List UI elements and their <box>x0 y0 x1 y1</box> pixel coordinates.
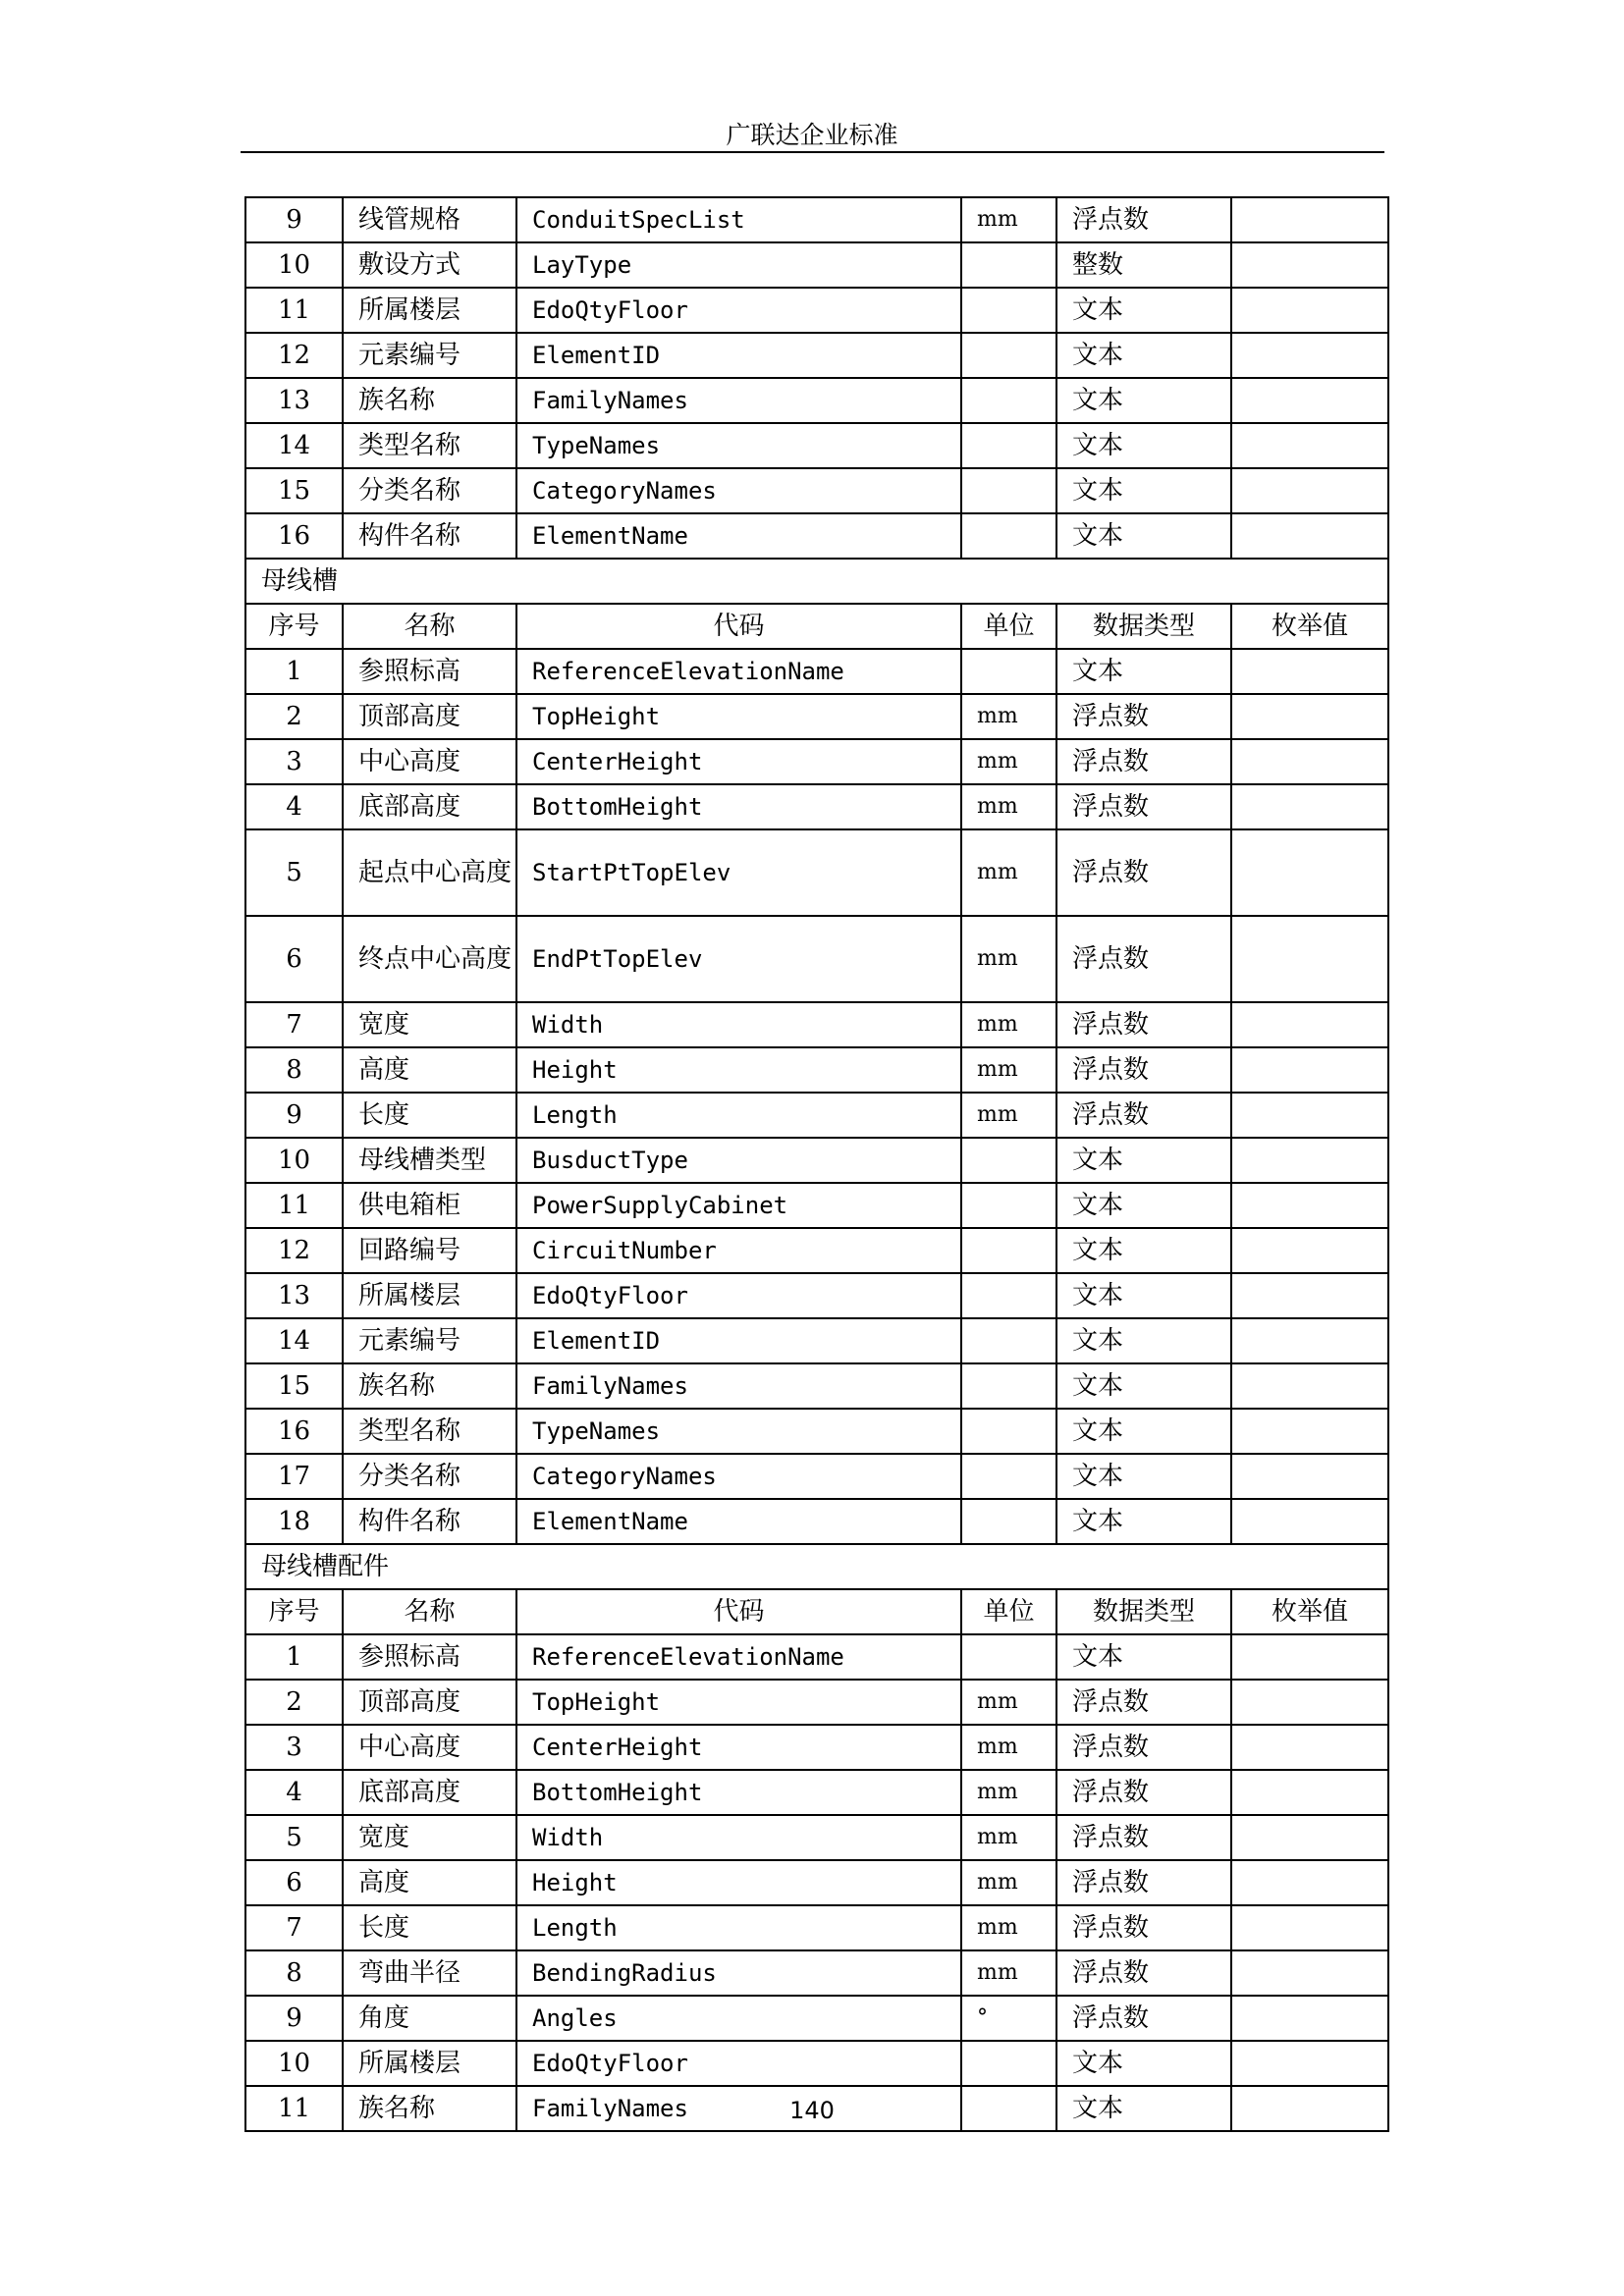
cell-name: 角度 <box>343 1996 516 2041</box>
cell-enum <box>1231 423 1388 468</box>
table-row <box>245 1318 1388 1363</box>
cell-code: FamilyNames <box>516 378 961 423</box>
table-row <box>245 1273 1388 1318</box>
cell-data-type: 文本 <box>1056 333 1231 378</box>
cell-data-type: 文本 <box>1056 1138 1231 1183</box>
cell-unit: mm <box>961 1725 1056 1770</box>
cell-data-type: 文本 <box>1056 2041 1231 2086</box>
cell-seq: 16 <box>245 513 343 559</box>
cell-name: 族名称 <box>343 2086 516 2131</box>
cell-name: 分类名称 <box>343 1454 516 1499</box>
cell-data-type: 文本 <box>1056 649 1231 694</box>
cell-code: FamilyNames <box>516 2086 961 2131</box>
cell-name: 终点中心高度 <box>343 916 516 1002</box>
cell-data-type: 浮点数 <box>1056 1815 1231 1860</box>
cell-enum <box>1231 1318 1388 1363</box>
column-header: 单位 <box>961 1589 1056 1634</box>
cell-code: TopHeight <box>516 694 961 739</box>
table-row <box>245 916 1388 1002</box>
cell-seq: 9 <box>245 1996 343 2041</box>
cell-enum <box>1231 513 1388 559</box>
cell-code: Length <box>516 1093 961 1138</box>
cell-data-type: 文本 <box>1056 288 1231 333</box>
cell-data-type: 浮点数 <box>1056 739 1231 784</box>
cell-name: 元素编号 <box>343 1318 516 1363</box>
cell-seq: 14 <box>245 1318 343 1363</box>
column-header: 代码 <box>516 604 961 649</box>
table-row <box>245 1093 1388 1138</box>
cell-seq: 1 <box>245 649 343 694</box>
column-header: 枚举值 <box>1231 1589 1388 1634</box>
table-row <box>245 1183 1388 1228</box>
cell-enum <box>1231 1363 1388 1409</box>
cell-seq: 12 <box>245 333 343 378</box>
table-row <box>245 784 1388 829</box>
cell-enum <box>1231 1228 1388 1273</box>
spec-table-body <box>245 197 1388 2131</box>
cell-seq: 9 <box>245 197 343 242</box>
cell-unit <box>961 1228 1056 1273</box>
cell-unit: mm <box>961 1680 1056 1725</box>
cell-unit: mm <box>961 1093 1056 1138</box>
cell-name: 构件名称 <box>343 513 516 559</box>
cell-unit <box>961 2041 1056 2086</box>
cell-unit: mm <box>961 1047 1056 1093</box>
cell-seq: 10 <box>245 1138 343 1183</box>
cell-seq: 4 <box>245 784 343 829</box>
spec-table <box>244 196 1389 2132</box>
cell-code: FamilyNames <box>516 1363 961 1409</box>
cell-code: CategoryNames <box>516 1454 961 1499</box>
cell-unit: mm <box>961 694 1056 739</box>
cell-enum <box>1231 1499 1388 1544</box>
cell-code: CategoryNames <box>516 468 961 513</box>
cell-data-type: 浮点数 <box>1056 1093 1231 1138</box>
cell-name: 线管规格 <box>343 197 516 242</box>
cell-data-type: 浮点数 <box>1056 1770 1231 1815</box>
cell-name: 长度 <box>343 1905 516 1950</box>
cell-code: EdoQtyFloor <box>516 288 961 333</box>
table-row <box>245 1454 1388 1499</box>
cell-name: 高度 <box>343 1047 516 1093</box>
cell-seq: 8 <box>245 1950 343 1996</box>
cell-enum <box>1231 1905 1388 1950</box>
cell-enum <box>1231 1770 1388 1815</box>
cell-code: TypeNames <box>516 423 961 468</box>
cell-unit <box>961 513 1056 559</box>
cell-code: BendingRadius <box>516 1950 961 1996</box>
header-rule <box>241 151 1384 153</box>
cell-name: 底部高度 <box>343 784 516 829</box>
cell-enum <box>1231 1815 1388 1860</box>
cell-seq: 12 <box>245 1228 343 1273</box>
table-row <box>245 468 1388 513</box>
cell-code: EdoQtyFloor <box>516 2041 961 2086</box>
section-title: 母线槽 <box>245 559 1388 604</box>
cell-seq: 3 <box>245 739 343 784</box>
cell-data-type: 浮点数 <box>1056 694 1231 739</box>
cell-name: 起点中心高度 <box>343 829 516 916</box>
cell-code: Height <box>516 1860 961 1905</box>
cell-code: Height <box>516 1047 961 1093</box>
cell-enum <box>1231 1860 1388 1905</box>
cell-seq: 15 <box>245 468 343 513</box>
cell-name: 顶部高度 <box>343 1680 516 1725</box>
cell-data-type: 文本 <box>1056 468 1231 513</box>
cell-code: ElementName <box>516 1499 961 1544</box>
cell-data-type: 文本 <box>1056 1454 1231 1499</box>
cell-unit: mm <box>961 829 1056 916</box>
cell-enum <box>1231 333 1388 378</box>
cell-name: 弯曲半径 <box>343 1950 516 1996</box>
cell-seq: 14 <box>245 423 343 468</box>
cell-name: 类型名称 <box>343 1409 516 1454</box>
cell-name: 底部高度 <box>343 1770 516 1815</box>
cell-enum <box>1231 1454 1388 1499</box>
table-row <box>245 513 1388 559</box>
cell-data-type: 浮点数 <box>1056 1950 1231 1996</box>
cell-data-type: 浮点数 <box>1056 197 1231 242</box>
cell-unit <box>961 1318 1056 1363</box>
cell-enum <box>1231 468 1388 513</box>
cell-enum <box>1231 1996 1388 2041</box>
column-header: 序号 <box>245 1589 343 1634</box>
cell-enum <box>1231 694 1388 739</box>
cell-code: Angles <box>516 1996 961 2041</box>
cell-enum <box>1231 1138 1388 1183</box>
cell-code: BottomHeight <box>516 1770 961 1815</box>
cell-data-type: 文本 <box>1056 423 1231 468</box>
column-header: 代码 <box>516 1589 961 1634</box>
table-row <box>245 423 1388 468</box>
column-header: 单位 <box>961 604 1056 649</box>
section-title: 母线槽配件 <box>245 1544 1388 1589</box>
cell-seq: 3 <box>245 1725 343 1770</box>
cell-unit: ° <box>961 1996 1056 2041</box>
cell-enum <box>1231 1002 1388 1047</box>
table-row <box>245 1815 1388 1860</box>
cell-enum <box>1231 288 1388 333</box>
cell-name: 族名称 <box>343 378 516 423</box>
page-number: 140 <box>789 2097 835 2124</box>
cell-unit: mm <box>961 1770 1056 1815</box>
column-header: 名称 <box>343 604 516 649</box>
cell-code: ConduitSpecList <box>516 197 961 242</box>
cell-code: LayType <box>516 242 961 288</box>
cell-code: ReferenceElevationName <box>516 649 961 694</box>
cell-code: BottomHeight <box>516 784 961 829</box>
cell-data-type: 文本 <box>1056 1273 1231 1318</box>
cell-enum <box>1231 916 1388 1002</box>
cell-seq: 13 <box>245 378 343 423</box>
cell-name: 宽度 <box>343 1002 516 1047</box>
cell-seq: 6 <box>245 1860 343 1905</box>
table-row <box>245 694 1388 739</box>
table-row <box>245 1228 1388 1273</box>
cell-name: 敷设方式 <box>343 242 516 288</box>
cell-seq: 1 <box>245 1634 343 1680</box>
cell-data-type: 文本 <box>1056 2086 1231 2131</box>
column-header-row <box>245 604 1388 649</box>
table-row <box>245 1138 1388 1183</box>
table-row <box>245 829 1388 916</box>
cell-name: 长度 <box>343 1093 516 1138</box>
cell-enum <box>1231 649 1388 694</box>
cell-enum <box>1231 1409 1388 1454</box>
cell-name: 母线槽类型 <box>343 1138 516 1183</box>
cell-data-type: 文本 <box>1056 1634 1231 1680</box>
cell-data-type: 文本 <box>1056 1318 1231 1363</box>
cell-seq: 11 <box>245 1183 343 1228</box>
cell-enum <box>1231 378 1388 423</box>
cell-enum <box>1231 2041 1388 2086</box>
cell-seq: 8 <box>245 1047 343 1093</box>
cell-seq: 5 <box>245 1815 343 1860</box>
cell-code: CenterHeight <box>516 1725 961 1770</box>
cell-name: 参照标高 <box>343 1634 516 1680</box>
cell-code: CenterHeight <box>516 739 961 784</box>
table-row <box>245 649 1388 694</box>
table-row <box>245 1680 1388 1725</box>
column-header: 数据类型 <box>1056 1589 1231 1634</box>
cell-name: 所属楼层 <box>343 1273 516 1318</box>
section-title-row <box>245 1544 1388 1589</box>
column-header: 序号 <box>245 604 343 649</box>
cell-seq: 13 <box>245 1273 343 1318</box>
cell-data-type: 浮点数 <box>1056 916 1231 1002</box>
cell-seq: 5 <box>245 829 343 916</box>
cell-data-type: 文本 <box>1056 1409 1231 1454</box>
column-header: 枚举值 <box>1231 604 1388 649</box>
cell-data-type: 文本 <box>1056 1183 1231 1228</box>
table-row <box>245 333 1388 378</box>
cell-code: ElementID <box>516 1318 961 1363</box>
cell-data-type: 浮点数 <box>1056 829 1231 916</box>
table-row <box>245 2041 1388 2086</box>
cell-seq: 18 <box>245 1499 343 1544</box>
cell-enum <box>1231 784 1388 829</box>
cell-data-type: 浮点数 <box>1056 1002 1231 1047</box>
cell-unit <box>961 1183 1056 1228</box>
cell-data-type: 文本 <box>1056 1228 1231 1273</box>
section-title-row <box>245 559 1388 604</box>
cell-name: 参照标高 <box>343 649 516 694</box>
cell-unit <box>961 242 1056 288</box>
cell-code: StartPtTopElev <box>516 829 961 916</box>
cell-data-type: 浮点数 <box>1056 1047 1231 1093</box>
table-row <box>245 1499 1388 1544</box>
cell-seq: 4 <box>245 1770 343 1815</box>
cell-enum <box>1231 1950 1388 1996</box>
table-row <box>245 1996 1388 2041</box>
cell-code: ElementID <box>516 333 961 378</box>
cell-data-type: 浮点数 <box>1056 1725 1231 1770</box>
cell-name: 顶部高度 <box>343 694 516 739</box>
cell-enum <box>1231 1093 1388 1138</box>
table-row <box>245 242 1388 288</box>
cell-seq: 15 <box>245 1363 343 1409</box>
cell-data-type: 文本 <box>1056 513 1231 559</box>
cell-unit: mm <box>961 739 1056 784</box>
cell-unit <box>961 1409 1056 1454</box>
cell-seq: 16 <box>245 1409 343 1454</box>
cell-unit <box>961 1273 1056 1318</box>
cell-enum <box>1231 829 1388 916</box>
cell-name: 宽度 <box>343 1815 516 1860</box>
cell-seq: 7 <box>245 1002 343 1047</box>
page-header-title: 广联达企业标准 <box>726 121 898 149</box>
table-row <box>245 197 1388 242</box>
cell-name: 分类名称 <box>343 468 516 513</box>
cell-unit: mm <box>961 197 1056 242</box>
cell-seq: 2 <box>245 694 343 739</box>
cell-data-type: 浮点数 <box>1056 1905 1231 1950</box>
cell-code: EndPtTopElev <box>516 916 961 1002</box>
cell-enum <box>1231 1634 1388 1680</box>
cell-unit <box>961 333 1056 378</box>
table-row <box>245 1905 1388 1950</box>
cell-seq: 17 <box>245 1454 343 1499</box>
cell-seq: 6 <box>245 916 343 1002</box>
cell-name: 类型名称 <box>343 423 516 468</box>
cell-name: 中心高度 <box>343 1725 516 1770</box>
cell-code: CircuitNumber <box>516 1228 961 1273</box>
cell-seq: 10 <box>245 2041 343 2086</box>
cell-seq: 10 <box>245 242 343 288</box>
column-header: 数据类型 <box>1056 604 1231 649</box>
cell-code: ElementName <box>516 513 961 559</box>
cell-code: Width <box>516 1002 961 1047</box>
cell-data-type: 浮点数 <box>1056 784 1231 829</box>
cell-code: ReferenceElevationName <box>516 1634 961 1680</box>
cell-unit: mm <box>961 1950 1056 1996</box>
cell-unit <box>961 288 1056 333</box>
cell-code: EdoQtyFloor <box>516 1273 961 1318</box>
cell-data-type: 整数 <box>1056 242 1231 288</box>
cell-unit <box>961 1138 1056 1183</box>
cell-unit <box>961 1634 1056 1680</box>
cell-unit: mm <box>961 1905 1056 1950</box>
cell-unit: mm <box>961 1002 1056 1047</box>
cell-name: 所属楼层 <box>343 2041 516 2086</box>
cell-data-type: 文本 <box>1056 1363 1231 1409</box>
table-row <box>245 1002 1388 1047</box>
cell-unit: mm <box>961 784 1056 829</box>
cell-data-type: 文本 <box>1056 378 1231 423</box>
cell-unit: mm <box>961 1860 1056 1905</box>
cell-enum <box>1231 242 1388 288</box>
cell-unit <box>961 649 1056 694</box>
cell-enum <box>1231 197 1388 242</box>
cell-enum <box>1231 739 1388 784</box>
cell-name: 中心高度 <box>343 739 516 784</box>
cell-name: 族名称 <box>343 1363 516 1409</box>
cell-unit <box>961 1454 1056 1499</box>
cell-code: BusductType <box>516 1138 961 1183</box>
cell-code: Width <box>516 1815 961 1860</box>
column-header: 名称 <box>343 1589 516 1634</box>
cell-name: 元素编号 <box>343 333 516 378</box>
cell-data-type: 浮点数 <box>1056 1996 1231 2041</box>
cell-name: 所属楼层 <box>343 288 516 333</box>
cell-unit <box>961 423 1056 468</box>
table-row <box>245 378 1388 423</box>
cell-enum <box>1231 1047 1388 1093</box>
cell-seq: 11 <box>245 288 343 333</box>
table-row <box>245 1725 1388 1770</box>
cell-enum <box>1231 1183 1388 1228</box>
cell-unit <box>961 1363 1056 1409</box>
table-row <box>245 739 1388 784</box>
cell-data-type: 浮点数 <box>1056 1680 1231 1725</box>
cell-seq: 2 <box>245 1680 343 1725</box>
table-row <box>245 1770 1388 1815</box>
cell-unit: mm <box>961 1815 1056 1860</box>
cell-seq: 11 <box>245 2086 343 2131</box>
table-row <box>245 1950 1388 1996</box>
table-row <box>245 1047 1388 1093</box>
cell-name: 回路编号 <box>343 1228 516 1273</box>
cell-enum <box>1231 1680 1388 1725</box>
cell-code: Length <box>516 1905 961 1950</box>
cell-seq: 9 <box>245 1093 343 1138</box>
cell-unit <box>961 378 1056 423</box>
cell-enum <box>1231 1273 1388 1318</box>
cell-unit: mm <box>961 916 1056 1002</box>
cell-unit <box>961 468 1056 513</box>
cell-code: PowerSupplyCabinet <box>516 1183 961 1228</box>
cell-enum <box>1231 1725 1388 1770</box>
cell-unit <box>961 1499 1056 1544</box>
table-row <box>245 288 1388 333</box>
table-row <box>245 1634 1388 1680</box>
cell-data-type: 文本 <box>1056 1499 1231 1544</box>
column-header-row <box>245 1589 1388 1634</box>
cell-name: 供电箱柜 <box>343 1183 516 1228</box>
cell-data-type: 浮点数 <box>1056 1860 1231 1905</box>
table-row <box>245 1409 1388 1454</box>
table-row <box>245 1860 1388 1905</box>
cell-name: 构件名称 <box>343 1499 516 1544</box>
cell-code: TypeNames <box>516 1409 961 1454</box>
cell-name: 高度 <box>343 1860 516 1905</box>
cell-code: TopHeight <box>516 1680 961 1725</box>
table-row <box>245 1363 1388 1409</box>
cell-seq: 7 <box>245 1905 343 1950</box>
